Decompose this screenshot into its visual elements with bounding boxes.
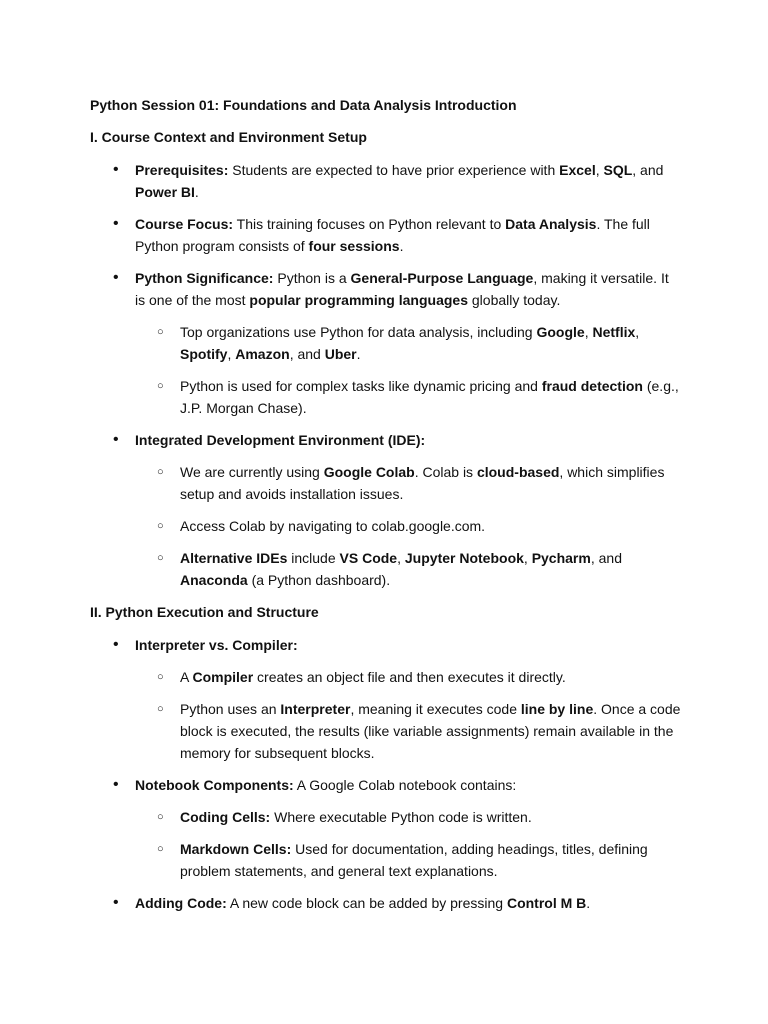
- bold-text: General-Purpose Language: [350, 270, 534, 286]
- text: Python uses an: [180, 701, 281, 717]
- bullet-icon: •: [113, 776, 119, 793]
- text: . The full Python program consists of: [135, 216, 650, 254]
- bold-text: Google: [536, 324, 585, 340]
- bold-text: Python Significance:: [135, 270, 274, 286]
- sub-bullet-item: [157, 838, 682, 882]
- bold-text: Adding Code:: [135, 895, 227, 911]
- bold-text: four sessions: [308, 238, 400, 254]
- text: Python is a: [273, 270, 351, 286]
- bold-text: Pycharm: [531, 550, 591, 566]
- hollow-circle-bullet-icon: ○: [157, 843, 164, 855]
- hollow-circle-bullet-icon: ○: [157, 552, 164, 564]
- bold-text: Markdown Cells:: [180, 841, 292, 857]
- text: .: [356, 346, 361, 362]
- bullet-icon: •: [113, 636, 119, 653]
- bold-text: Interpreter: [280, 701, 351, 717]
- text: , which simplifies setup and avoids installation issues.: [180, 464, 665, 502]
- text: ,: [635, 324, 640, 340]
- bold-text: popular programming languages: [249, 292, 468, 308]
- text: (a Python dashboard).: [247, 572, 391, 588]
- sub-bullet-item: [157, 666, 682, 688]
- bullet-item: [113, 892, 682, 914]
- document-body: [90, 126, 682, 914]
- text: A Google Colab notebook contains:: [293, 777, 517, 793]
- hollow-circle-bullet-icon: ○: [157, 466, 164, 478]
- hollow-circle-bullet-icon: ○: [157, 380, 164, 392]
- bullet-icon: •: [113, 161, 119, 178]
- text: ,: [227, 346, 236, 362]
- bold-text: Course Focus:: [135, 216, 234, 232]
- text: This training focuses on Python relevant to: [233, 216, 506, 232]
- bold-text: Notebook Components:: [135, 777, 294, 793]
- text: ,: [584, 324, 593, 340]
- bold-text: Control M B: [506, 895, 587, 911]
- text: Where executable Python code is written.: [270, 809, 532, 825]
- bold-text: Anaconda: [180, 572, 248, 588]
- bold-text: Excel: [559, 162, 596, 178]
- bold-text: VS Code: [339, 550, 398, 566]
- bold-text: line by line: [520, 701, 594, 717]
- bold-text: Data Analysis: [505, 216, 597, 232]
- sub-bullet-item: [157, 321, 682, 365]
- hollow-circle-bullet-icon: ○: [157, 703, 164, 715]
- document-title: Python Session 01: Foundations and Data Analysis Introduction: [90, 97, 517, 113]
- text: , meaning it executes code: [350, 701, 521, 717]
- sub-bullet-item: [157, 461, 682, 505]
- hollow-circle-bullet-icon: ○: [157, 671, 164, 683]
- bold-text: Amazon: [235, 346, 290, 362]
- sub-bullet-item: [157, 547, 682, 591]
- text: Access Colab by navigating to colab.google.com.: [180, 518, 486, 534]
- text: A new code block can be added by pressing: [226, 895, 507, 911]
- text: A: [180, 669, 193, 685]
- sub-bullet-item: [157, 375, 682, 419]
- text: , and: [590, 550, 622, 566]
- bold-text: Spotify: [180, 346, 228, 362]
- bold-text: Integrated Development Environment (IDE):: [135, 432, 426, 448]
- text: .: [399, 238, 404, 254]
- text: ,: [523, 550, 532, 566]
- text: Students are expected to have prior experience with: [228, 162, 560, 178]
- text: creates an object file and then executes it directly.: [253, 669, 566, 685]
- bold-text: Uber: [324, 346, 357, 362]
- hollow-circle-bullet-icon: ○: [157, 520, 164, 532]
- text: , and: [289, 346, 325, 362]
- text: Python is used for complex tasks like dynamic pricing and: [180, 378, 542, 394]
- text: ,: [595, 162, 604, 178]
- text: (e.g., J.P. Morgan Chase).: [180, 378, 679, 416]
- text: .: [586, 895, 591, 911]
- bullet-item: [113, 159, 682, 203]
- text: globally today.: [468, 292, 561, 308]
- document-page: [90, 94, 682, 924]
- text: Top organizations use Python for data analysis, including: [180, 324, 537, 340]
- bold-text: Power BI: [135, 184, 195, 200]
- bullet-icon: •: [113, 431, 119, 448]
- text: Used for documentation, adding headings, titles, defining problem statements, and general text explanations.: [180, 841, 648, 879]
- bullet-item: [113, 634, 682, 656]
- bold-text: Google Colab: [323, 464, 415, 480]
- section-heading: I. Course Context and Environment Setup: [90, 129, 367, 145]
- bullet-icon: •: [113, 269, 119, 286]
- bold-text: Netflix: [592, 324, 636, 340]
- text: We are currently using: [180, 464, 324, 480]
- bullet-item: [113, 429, 682, 451]
- bold-text: fraud detection: [541, 378, 643, 394]
- bullet-item: [113, 774, 682, 796]
- sub-bullet-item: [157, 515, 682, 537]
- bold-text: Prerequisites:: [135, 162, 229, 178]
- bullet-icon: •: [113, 215, 119, 232]
- bold-text: Alternative IDEs: [180, 550, 288, 566]
- bullet-icon: •: [113, 894, 119, 911]
- sub-bullet-item: [157, 698, 682, 764]
- text: .: [194, 184, 199, 200]
- bullet-item: [113, 267, 682, 311]
- bullet-item: [113, 213, 682, 257]
- text: , and: [632, 162, 664, 178]
- text: , making it versatile. It is one of the most: [135, 270, 669, 308]
- section-heading: II. Python Execution and Structure: [90, 604, 319, 620]
- bold-text: Interpreter vs. Compiler:: [135, 637, 298, 653]
- hollow-circle-bullet-icon: ○: [157, 811, 164, 823]
- text: include: [287, 550, 340, 566]
- bold-text: SQL: [603, 162, 633, 178]
- bold-text: Coding Cells:: [180, 809, 271, 825]
- text: . Colab is: [414, 464, 477, 480]
- bold-text: Compiler: [192, 669, 254, 685]
- bold-text: cloud-based: [476, 464, 560, 480]
- text: ,: [397, 550, 405, 566]
- hollow-circle-bullet-icon: ○: [157, 326, 164, 338]
- sub-bullet-item: [157, 806, 682, 828]
- text: . Once a code block is executed, the results (like variable assignments) remain available in the memory for subsequent blocks.: [180, 701, 681, 761]
- bold-text: Jupyter Notebook: [404, 550, 524, 566]
